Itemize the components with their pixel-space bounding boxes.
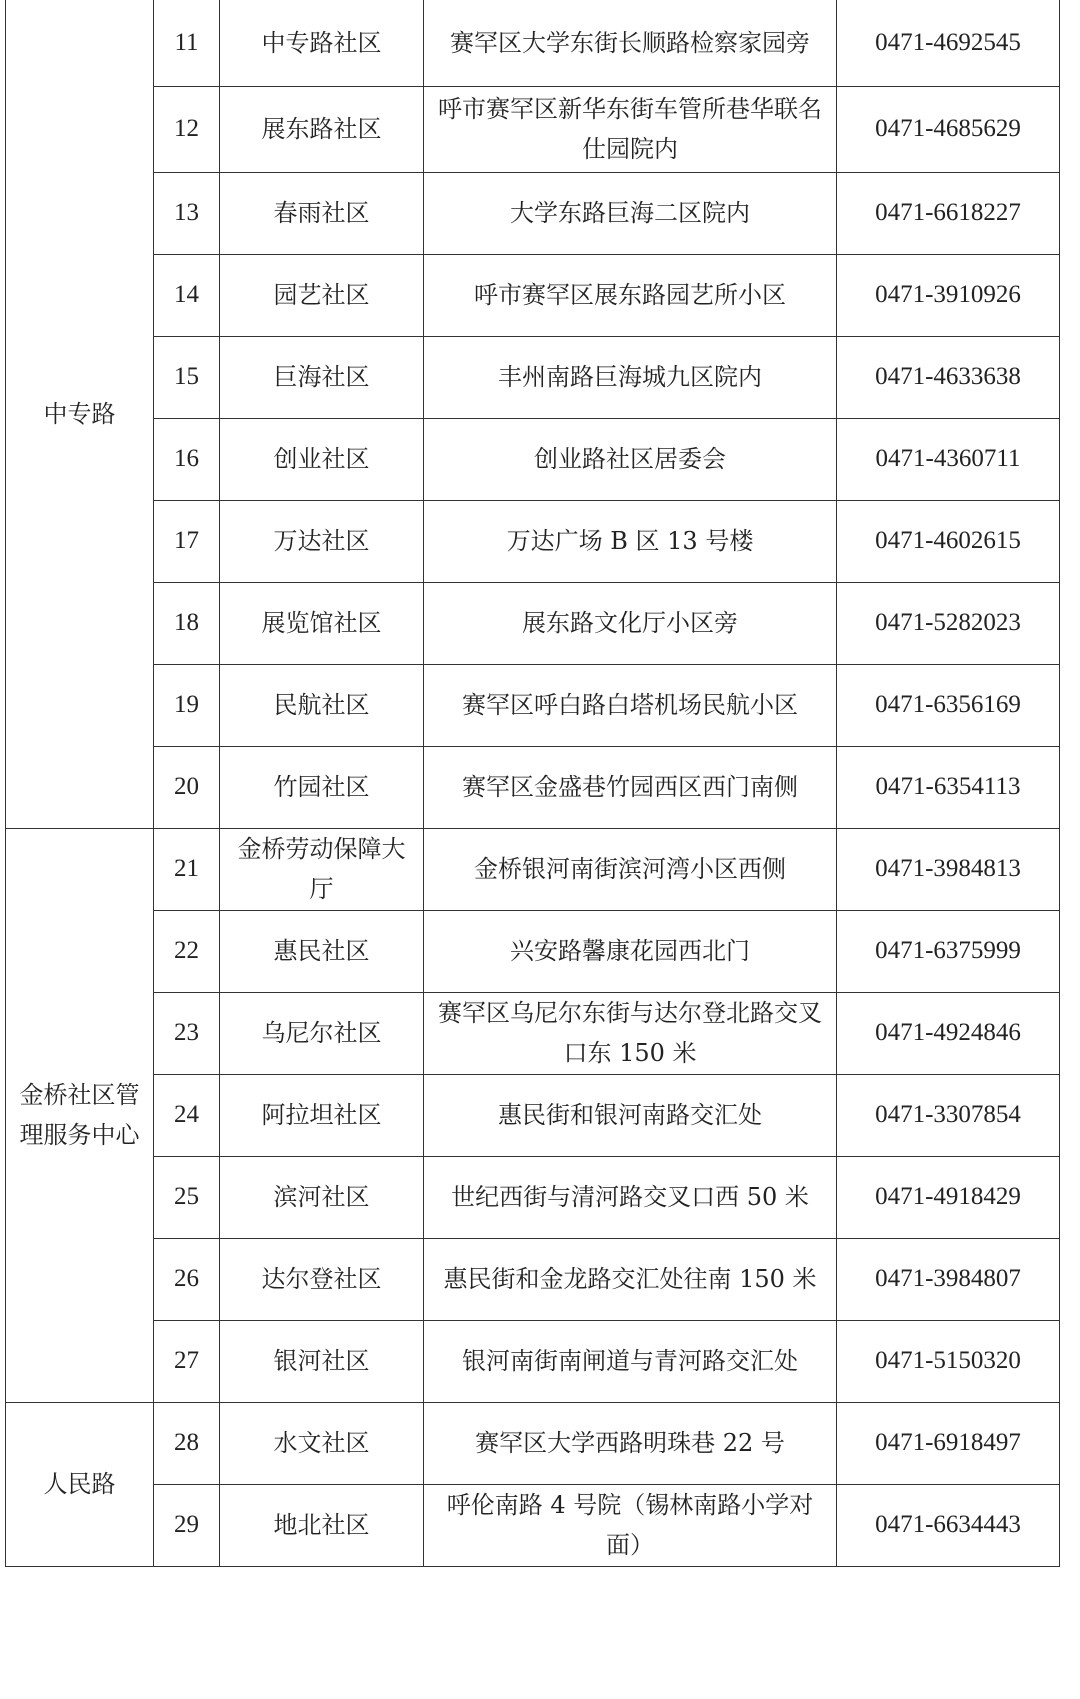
street-name-cell: 金桥社区管理服务中心 xyxy=(6,828,154,1402)
community-phone-cell: 0471-6634443 xyxy=(837,1484,1060,1566)
community-phone-cell: 0471-4602615 xyxy=(837,500,1060,582)
community-phone-cell: 0471-4685629 xyxy=(837,86,1060,172)
street-name-cell: 人民路 xyxy=(6,1402,154,1566)
community-name-cell: 万达社区 xyxy=(220,500,424,582)
table-row xyxy=(6,86,1060,172)
community-phone-cell: 0471-4924846 xyxy=(837,992,1060,1074)
community-address-cell: 呼市赛罕区新华东街车管所巷华联名仕园院内 xyxy=(424,86,837,172)
table-row xyxy=(6,172,1060,254)
table-row xyxy=(6,0,1060,86)
table-row xyxy=(6,992,1060,1074)
community-number-cell: 27 xyxy=(154,1320,220,1402)
table-row xyxy=(6,664,1060,746)
table-row xyxy=(6,1074,1060,1156)
community-number-cell: 26 xyxy=(154,1238,220,1320)
community-phone-cell: 0471-3910926 xyxy=(837,254,1060,336)
table-row xyxy=(6,418,1060,500)
community-name-cell: 园艺社区 xyxy=(220,254,424,336)
community-address-cell: 呼伦南路 4 号院（锡林南路小学对面） xyxy=(424,1484,837,1566)
table-row xyxy=(6,1484,1060,1566)
community-number-cell: 17 xyxy=(154,500,220,582)
community-address-cell: 万达广场 B 区 13 号楼 xyxy=(424,500,837,582)
community-number-cell: 18 xyxy=(154,582,220,664)
community-number-cell: 23 xyxy=(154,992,220,1074)
table-row xyxy=(6,1320,1060,1402)
community-table-wrapper xyxy=(5,0,1060,1567)
community-contact-table xyxy=(5,0,1060,1567)
community-number-cell: 21 xyxy=(154,828,220,910)
community-address-cell: 世纪西街与清河路交叉口西 50 米 xyxy=(424,1156,837,1238)
community-phone-cell: 0471-6918497 xyxy=(837,1402,1060,1484)
community-phone-cell: 0471-5282023 xyxy=(837,582,1060,664)
community-number-cell: 19 xyxy=(154,664,220,746)
community-name-cell: 民航社区 xyxy=(220,664,424,746)
community-phone-cell: 0471-5150320 xyxy=(837,1320,1060,1402)
community-phone-cell: 0471-3307854 xyxy=(837,1074,1060,1156)
community-address-cell: 创业路社区居委会 xyxy=(424,418,837,500)
table-row xyxy=(6,582,1060,664)
community-phone-cell: 0471-3984807 xyxy=(837,1238,1060,1320)
community-name-cell: 竹园社区 xyxy=(220,746,424,828)
community-number-cell: 12 xyxy=(154,86,220,172)
community-name-cell: 银河社区 xyxy=(220,1320,424,1402)
community-name-cell: 中专路社区 xyxy=(220,0,424,86)
table-row xyxy=(6,1156,1060,1238)
community-name-cell: 滨河社区 xyxy=(220,1156,424,1238)
community-address-cell: 银河南街南闸道与青河路交汇处 xyxy=(424,1320,837,1402)
community-phone-cell: 0471-4633638 xyxy=(837,336,1060,418)
community-phone-cell: 0471-3984813 xyxy=(837,828,1060,910)
community-address-cell: 金桥银河南街滨河湾小区西侧 xyxy=(424,828,837,910)
community-address-cell: 赛罕区乌尼尔东街与达尔登北路交叉口东 150 米 xyxy=(424,992,837,1074)
table-row xyxy=(6,746,1060,828)
community-phone-cell: 0471-4360711 xyxy=(837,418,1060,500)
community-name-cell: 展东路社区 xyxy=(220,86,424,172)
community-name-cell: 创业社区 xyxy=(220,418,424,500)
community-address-cell: 兴安路馨康花园西北门 xyxy=(424,910,837,992)
table-row xyxy=(6,828,1060,910)
community-address-cell: 赛罕区大学西路明珠巷 22 号 xyxy=(424,1402,837,1484)
community-name-cell: 乌尼尔社区 xyxy=(220,992,424,1074)
community-address-cell: 赛罕区大学东街长顺路检察家园旁 xyxy=(424,0,837,86)
community-address-cell: 惠民街和金龙路交汇处往南 150 米 xyxy=(424,1238,837,1320)
table-body xyxy=(6,0,1060,1566)
community-number-cell: 20 xyxy=(154,746,220,828)
community-phone-cell: 0471-6618227 xyxy=(837,172,1060,254)
community-name-cell: 惠民社区 xyxy=(220,910,424,992)
community-number-cell: 11 xyxy=(154,0,220,86)
community-address-cell: 赛罕区金盛巷竹园西区西门南侧 xyxy=(424,746,837,828)
community-number-cell: 14 xyxy=(154,254,220,336)
community-phone-cell: 0471-4692545 xyxy=(837,0,1060,86)
community-number-cell: 22 xyxy=(154,910,220,992)
community-address-cell: 丰州南路巨海城九区院内 xyxy=(424,336,837,418)
community-phone-cell: 0471-6356169 xyxy=(837,664,1060,746)
community-name-cell: 阿拉坦社区 xyxy=(220,1074,424,1156)
community-name-cell: 展览馆社区 xyxy=(220,582,424,664)
street-name-cell: 中专路 xyxy=(6,0,154,828)
table-row xyxy=(6,500,1060,582)
community-name-cell: 地北社区 xyxy=(220,1484,424,1566)
table-row xyxy=(6,254,1060,336)
community-name-cell: 春雨社区 xyxy=(220,172,424,254)
community-number-cell: 28 xyxy=(154,1402,220,1484)
community-number-cell: 24 xyxy=(154,1074,220,1156)
table-row xyxy=(6,336,1060,418)
community-name-cell: 达尔登社区 xyxy=(220,1238,424,1320)
community-address-cell: 大学东路巨海二区院内 xyxy=(424,172,837,254)
community-phone-cell: 0471-6375999 xyxy=(837,910,1060,992)
table-row xyxy=(6,910,1060,992)
community-name-cell: 金桥劳动保障大厅 xyxy=(220,828,424,910)
community-address-cell: 展东路文化厅小区旁 xyxy=(424,582,837,664)
community-number-cell: 16 xyxy=(154,418,220,500)
community-name-cell: 水文社区 xyxy=(220,1402,424,1484)
community-address-cell: 赛罕区呼白路白塔机场民航小区 xyxy=(424,664,837,746)
community-phone-cell: 0471-6354113 xyxy=(837,746,1060,828)
community-number-cell: 29 xyxy=(154,1484,220,1566)
community-phone-cell: 0471-4918429 xyxy=(837,1156,1060,1238)
community-number-cell: 25 xyxy=(154,1156,220,1238)
community-number-cell: 13 xyxy=(154,172,220,254)
community-address-cell: 惠民街和银河南路交汇处 xyxy=(424,1074,837,1156)
community-number-cell: 15 xyxy=(154,336,220,418)
table-row xyxy=(6,1402,1060,1484)
table-row xyxy=(6,1238,1060,1320)
community-name-cell: 巨海社区 xyxy=(220,336,424,418)
community-address-cell: 呼市赛罕区展东路园艺所小区 xyxy=(424,254,837,336)
